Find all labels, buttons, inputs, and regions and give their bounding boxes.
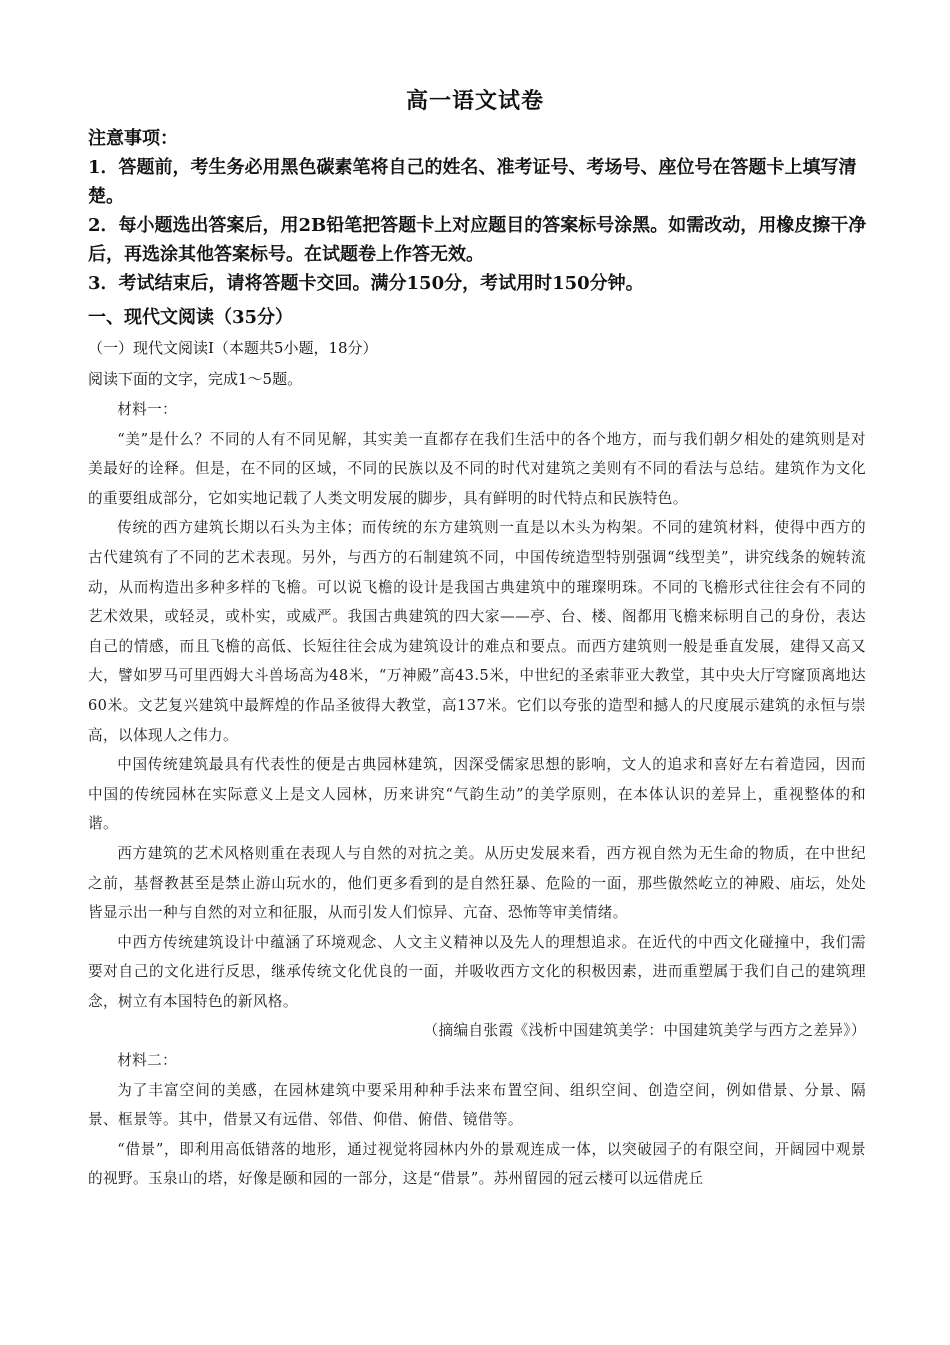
section-heading: 一、现代文阅读（35分） <box>88 307 294 328</box>
notice-item-3: 3．考试结束后，请将答题卡交回。满分150分，考试用时150分钟。 <box>88 273 644 294</box>
section-subheading: （一）现代文阅读Ⅰ（本题共5小题，18分） <box>88 339 378 357</box>
material-1-paragraph: 中国传统建筑最具有代表性的便是古典园林建筑，因深受儒家思想的影响，文人的追求和喜好左右着造园，因而中国的传统园林在实际意义上是文人园林，历来讲究“气韵生动”的美学原则，在本体认识的差异上，重视整体的和谐。 <box>88 756 866 833</box>
notice-heading: 注意事项： <box>88 128 178 149</box>
material-2-label: 材料二： <box>117 1052 178 1070</box>
notice-block <box>88 124 878 298</box>
notice-item-1: 1．答题前，考生务必用黑色碳素笔将自己的姓名、准考证号、考场号、座位号在答题卡上填写清楚。 <box>88 157 857 207</box>
material-1-paragraph: 传统的西方建筑长期以石头为主体；而传统的东方建筑则一直是以木头为构架。不同的建筑材料，使得中西方的古代建筑有了不同的艺术表现。另外，与西方的石制建筑不同，中国传统造型特别强调“线型美”，讲究线条的婉转流动，从而构造出多种多样的飞檐。可以说飞檐的设计是我国古典建筑中的璀璨明珠。不同的飞檐形式往往会有不同的艺术效果，或轻灵，或朴实，或威严。我国古典建筑的四大家——亭、台、楼、阁都用飞檐来标明自己的身份，表达自己的情感，而且飞檐的高低、长短往往会成为建筑设计的难点和要点。而西方建筑则一般是垂直发展，建得又高又大，譬如罗马可里西姆大斗兽场高为48米，“万神殿”高43.5米，中世纪的圣索菲亚大教堂，其中央大厅穹窿顶离地达60米。文艺复兴建筑中最辉煌的作品圣彼得大教堂，高137米。它们以夸张的造型和撼人的尺度展示建筑的永恒与崇高，以体现人之伟力。 <box>88 519 866 744</box>
material-2-paragraph: 为了丰富空间的美感，在园林建筑中要采用种种手法来布置空间、组织空间、创造空间，例如借景、分景、隔景、框景等。其中，借景又有远借、邻借、仰借、俯借、镜借等。 <box>88 1081 866 1129</box>
page-title: 高一语文试卷 <box>405 88 544 114</box>
reading-instruction: 阅读下面的文字，完成1～5题。 <box>88 370 303 388</box>
material-1-paragraph: “美”是什么？不同的人有不同见解，其实美一直都存在我们生活中的各个地方，而与我们朝夕相处的建筑则是对美最好的诠释。但是，在不同的区域，不同的民族以及不同的时代对建筑之美则有不同的看法与总结。建筑作为文化的重要组成部分，它如实地记载了人类文明发展的脚步，具有鲜明的时代特点和民族特色。 <box>88 430 866 507</box>
material-2-paragraph: “借景”，即利用高低错落的地形，通过视觉将园林内外的景观连成一体，以突破园子的有限空间，开阔园中观景的视野。玉泉山的塔，好像是颐和园的一部分，这是“借景”。苏州留园的冠云楼可以远借虎丘 <box>88 1140 866 1188</box>
material-1-label: 材料一： <box>117 401 178 418</box>
material-1 <box>88 395 866 1194</box>
notice-item-2: 2．每小题选出答案后，用2B铅笔把答题卡上对应题目的答案标号涂黑。如需改动，用橡皮擦干净后，再选涂其他答案标号。在试题卷上作答无效。 <box>88 215 867 265</box>
material-1-paragraph: 西方建筑的艺术风格则重在表现人与自然的对抗之美。从历史发展来看，西方视自然为无生命的物质，在中世纪之前，基督教甚至是禁止游山玩水的，他们更多看到的是自然狂暴、危险的一面，那些傲然屹立的神殿、庙坛，处处皆显示出一种与自然的对立和征服，从而引发人们惊异、亢奋、恐怖等审美情绪。 <box>88 844 866 922</box>
material-1-source: （摘编自张霞《浅析中国建筑美学：中国建筑美学与西方之差异》） <box>423 1022 866 1040</box>
material-1-paragraph: 中西方传统建筑设计中蕴涵了环境观念、人文主义精神以及先人的理想追求。在近代的中西文化碰撞中，我们需要对自己的文化进行反思，继承传统文化优良的一面，并吸收西方文化的积极因素，进而重塑属于我们自己的建筑理念，树立有本国特色的新风格。 <box>88 933 866 1010</box>
